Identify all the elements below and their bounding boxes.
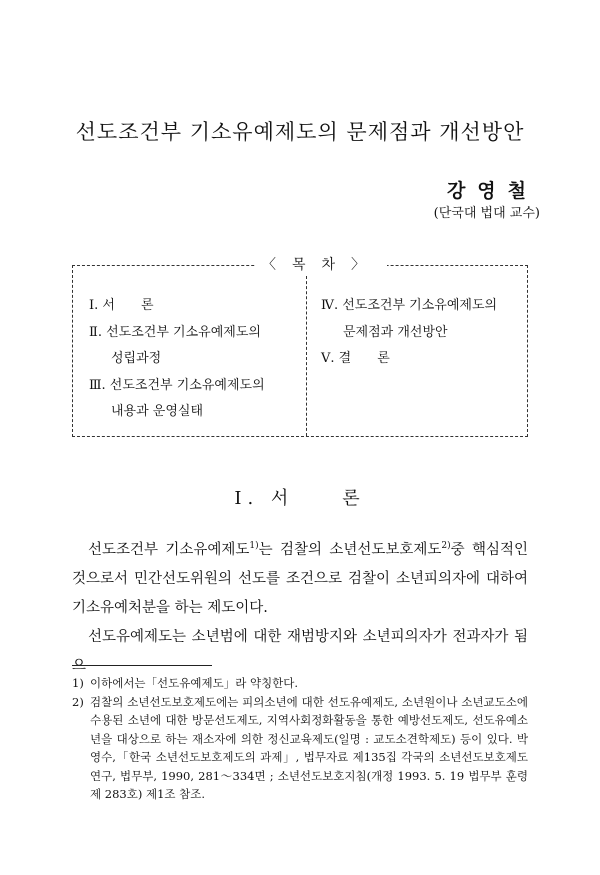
toc-item: 성립과정 [111,351,162,366]
toc-item: Ⅰ. 서 론 [89,298,154,313]
toc-right-column [321,296,497,376]
footnote-ref[interactable]: 1) [249,541,259,552]
footnote-text: 검찰의 소년선도보호제도에는 피의소년에 대한 선도유예제도, 소년원이나 소년교도소에 수용된 소년에 대한 방문선도제도, 지역사회정화활동을 통한 예방선도제도, 선도유예소년을 대상으로 하는 재소자에 의한 정신교육제도(일명 : 교도소견학제도) 등이 있다. 박영수,「한국 소년선도보호제도의 과제」, 법무자료 제135집 각국의 소년선도보호제도연구, 법무부, 1990, 281～334면 ; 소년선도보호지침(개정 1993. 5. 19 법무부 훈령 제 283호) 제1조 참조. [90,694,528,801]
toc-heading: 〈목차〉 [256,256,387,274]
toc-item: 문제점과 개선방안 [343,324,448,340]
author-name: 강영철 [446,180,538,202]
toc-item: Ⅱ. 선도조건부 기소유예제도의 [89,324,261,340]
toc-left-column [89,296,265,429]
footnote-divider [72,665,212,666]
section-heading: Ⅰ. 서 론 [234,488,366,509]
table-of-contents [72,257,528,437]
footnote-ref[interactable]: 2) [441,541,451,552]
footnote-text: 이하에서는「선도유예제도」라 약칭한다. [90,676,299,690]
paragraph-text: 선도조건부 기소유예제도 [88,542,250,558]
author-affiliation: (단국대 법대 교수) [433,206,540,221]
toc-item: 내용과 운영실태 [111,404,204,419]
footnote-number: 1) [72,676,84,690]
toc-divider [306,276,307,436]
paragraph-text: 는 검찰의 소년선도보호제도 [258,542,442,558]
footnotes [72,674,528,804]
paragraph [72,536,528,623]
footnote [72,674,528,693]
footnote-number: 2) [72,694,84,709]
paragraph-text: 중 핵심적인 것으로서 민간선도위원의 선도를 조건으로 검찰이 소년피의자에 대하여 기소유예처분을 하는 제도이다. [72,542,528,616]
body-text [72,536,528,681]
paragraph: 선도유예제도는 소년범에 대한 재범방지와 소년피의자가 전과자가 됨으 [72,629,528,674]
toc-item: Ⅳ. 선도조건부 기소유예제도의 [321,298,498,313]
paper-title: 선도조건부 기소유예제도의 문제점과 개선방안 [75,120,525,144]
toc-item: Ⅴ. 결 론 [321,351,390,366]
footnote [72,693,528,804]
toc-item: Ⅲ. 선도조건부 기소유예제도의 [89,377,265,393]
